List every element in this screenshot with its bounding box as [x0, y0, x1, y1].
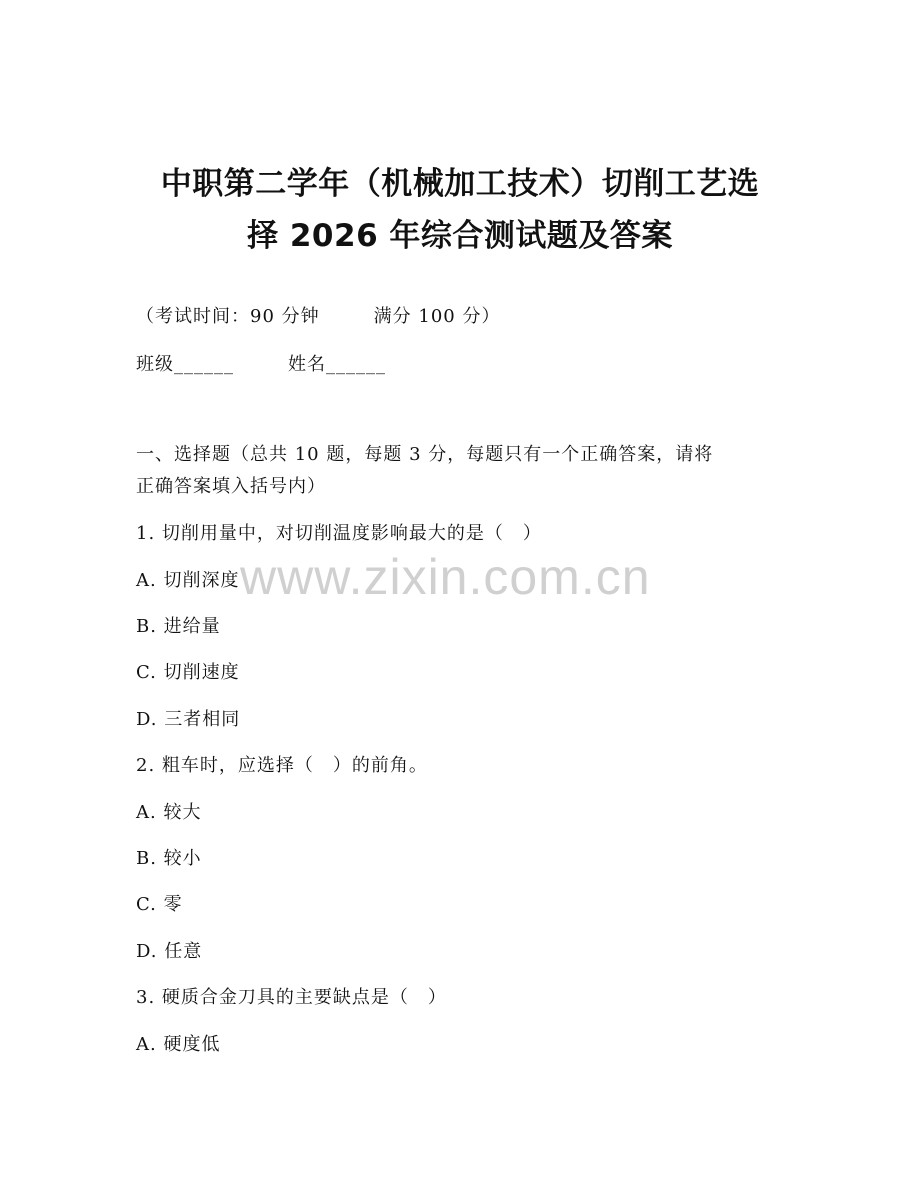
question-2-option-c: C. 零	[136, 894, 183, 915]
exam-time: （考试时间：90 分钟	[136, 306, 320, 327]
class-field-label: 班级______	[136, 354, 234, 375]
name-field-label: 姓名______	[288, 354, 386, 375]
question-3-stem: 3. 硬质合金刀具的主要缺点是（ ）	[136, 987, 447, 1008]
question-2-option-b: B. 较小	[136, 848, 202, 869]
student-info	[136, 350, 386, 376]
question-1-option-b: B. 进给量	[136, 616, 221, 637]
question-1-option-c: C. 切削速度	[136, 662, 240, 683]
exam-info	[136, 302, 500, 328]
document-title-line-1: 中职第二学年（机械加工技术）切削工艺选	[160, 166, 760, 202]
section-heading-line-1: 一、选择题（总共 10 题，每题 3 分，每题只有一个正确答案，请将	[136, 444, 714, 465]
document-title-line-2: 择 2026 年综合测试题及答案	[247, 218, 673, 254]
question-1-option-d: D. 三者相同	[136, 709, 241, 730]
question-1-stem: 1. 切削用量中，对切削温度影响最大的是（ ）	[136, 523, 542, 544]
question-1-option-a: A. 切削深度	[136, 570, 240, 591]
section-heading-line-2: 正确答案填入括号内）	[136, 476, 326, 497]
question-2-stem: 2. 粗车时，应选择（ ）的前角。	[136, 755, 428, 776]
exam-score: 满分 100 分）	[373, 306, 501, 327]
question-2-option-a: A. 较大	[136, 802, 202, 823]
question-2-option-d: D. 任意	[136, 941, 203, 962]
question-3-option-a: A. 硬度低	[136, 1034, 221, 1055]
watermark-text: www.zixin.com.cn	[240, 549, 651, 605]
